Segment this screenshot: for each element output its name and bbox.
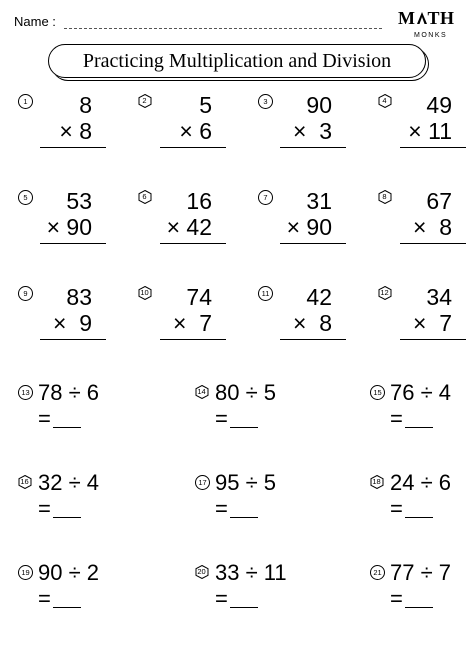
problem-number-text: 16 xyxy=(20,477,29,486)
multiplicand: 34 xyxy=(426,284,452,310)
answer-blank[interactable] xyxy=(405,607,433,608)
answer-blank[interactable] xyxy=(405,427,433,428)
division-problem xyxy=(370,380,474,440)
division-problem xyxy=(370,470,474,530)
answer-row xyxy=(390,406,433,432)
division-problem xyxy=(18,470,128,530)
division-expression: 80 ÷ 5 xyxy=(215,380,277,405)
division-problem xyxy=(18,560,128,620)
answer-blank[interactable] xyxy=(53,427,81,428)
multiplication-problem xyxy=(280,188,346,250)
division-problem xyxy=(195,380,305,440)
logo-subtitle: MONKS xyxy=(414,32,448,39)
problem-number xyxy=(18,286,33,301)
division-expression: 90 ÷ 2 xyxy=(38,560,100,585)
answer-blank[interactable] xyxy=(53,517,81,518)
answer-blank[interactable] xyxy=(230,517,258,518)
multiplication-problem xyxy=(400,92,466,154)
division-expression: 24 ÷ 6 xyxy=(390,470,452,495)
answer-line[interactable] xyxy=(280,243,346,244)
logo-triangle-icon xyxy=(416,11,428,25)
division-problem xyxy=(18,380,128,440)
answer-line[interactable] xyxy=(40,339,106,340)
multiplication-problem xyxy=(40,188,106,250)
logo-word: M TH xyxy=(398,8,455,28)
problem-number-text: 15 xyxy=(373,388,382,397)
answer-row xyxy=(215,496,258,522)
page-title: Practicing Multiplication and Division xyxy=(82,49,392,72)
math-monks-logo xyxy=(398,6,462,46)
answer-row xyxy=(38,406,81,432)
problem-number-text: 13 xyxy=(21,388,30,397)
division-expression: 77 ÷ 7 xyxy=(390,560,452,585)
multiplicand: 67 xyxy=(426,188,452,214)
multiplier: × 9 xyxy=(52,310,92,336)
multiplier: × 7 xyxy=(412,310,452,336)
title-banner xyxy=(48,44,426,78)
problem-number-text: 5 xyxy=(23,193,28,202)
division-problem xyxy=(370,560,474,620)
answer-blank[interactable] xyxy=(230,607,258,608)
division-expression: 76 ÷ 4 xyxy=(390,380,452,405)
problem-number-text: 4 xyxy=(382,96,387,105)
problem-number xyxy=(378,190,391,203)
multiplier: × 11 xyxy=(408,118,452,144)
problem-number-text: 17 xyxy=(198,478,207,487)
division-expression: 32 ÷ 4 xyxy=(38,470,100,495)
multiplier: × 8 xyxy=(412,214,452,240)
answer-line[interactable] xyxy=(280,339,346,340)
problem-number-text: 1 xyxy=(23,97,28,106)
multiplicand: 42 xyxy=(306,284,332,310)
answer-row xyxy=(215,406,258,432)
multiplication-problem xyxy=(400,188,466,250)
answer-line[interactable] xyxy=(160,339,226,340)
multiplicand: 8 xyxy=(79,92,92,118)
multiplier: × 3 xyxy=(292,118,332,144)
multiplier: × 8 xyxy=(292,310,332,336)
problem-number-text: 6 xyxy=(142,192,147,201)
multiplicand: 53 xyxy=(66,188,92,214)
multiplicand: 16 xyxy=(186,188,212,214)
equals-sign: = xyxy=(390,406,403,431)
division-expression: 33 ÷ 11 xyxy=(215,560,287,585)
problem-number-text: 3 xyxy=(263,97,268,106)
problem-number-text: 7 xyxy=(263,193,268,202)
equals-sign: = xyxy=(215,406,228,431)
problem-number xyxy=(18,190,33,205)
problem-number xyxy=(258,286,273,301)
multiplier: × 42 xyxy=(166,214,212,240)
equals-sign: = xyxy=(38,496,51,521)
answer-row xyxy=(390,586,433,612)
multiplicand: 74 xyxy=(186,284,212,310)
answer-line[interactable] xyxy=(400,147,466,148)
multiplier: × 90 xyxy=(46,214,92,240)
multiplication-problem xyxy=(160,188,226,250)
answer-row xyxy=(38,586,81,612)
name-input-line[interactable] xyxy=(64,28,382,29)
equals-sign: = xyxy=(38,406,51,431)
name-label: Name : xyxy=(14,14,56,29)
multiplier: × 8 xyxy=(59,118,92,144)
multiplicand: 31 xyxy=(306,188,332,214)
multiplication-problem xyxy=(160,92,226,154)
problem-number-text: 18 xyxy=(372,477,381,486)
multiplication-problem xyxy=(40,92,106,154)
problem-number-text: 10 xyxy=(140,288,149,297)
multiplicand: 83 xyxy=(66,284,92,310)
equals-sign: = xyxy=(390,496,403,521)
answer-blank[interactable] xyxy=(230,427,258,428)
problem-number-text: 8 xyxy=(382,192,387,201)
problem-number-text: 9 xyxy=(23,289,28,298)
division-problem xyxy=(195,560,305,620)
multiplicand: 5 xyxy=(199,92,212,118)
problem-number xyxy=(138,286,151,299)
division-expression: 95 ÷ 5 xyxy=(215,470,277,495)
answer-line[interactable] xyxy=(160,147,226,148)
answer-line[interactable] xyxy=(400,339,466,340)
equals-sign: = xyxy=(390,586,403,611)
multiplicand: 49 xyxy=(426,92,452,118)
problem-number-text: 20 xyxy=(197,567,206,576)
multiplication-problem xyxy=(400,284,466,346)
answer-line[interactable] xyxy=(40,243,106,244)
multiplier: × 7 xyxy=(172,310,212,336)
problem-number-text: 11 xyxy=(261,289,270,298)
problem-number-text: 14 xyxy=(197,387,206,396)
division-problem xyxy=(195,470,305,530)
problem-number-text: 2 xyxy=(142,96,147,105)
answer-blank[interactable] xyxy=(53,607,81,608)
answer-line[interactable] xyxy=(160,243,226,244)
equals-sign: = xyxy=(215,586,228,611)
answer-blank[interactable] xyxy=(405,517,433,518)
problem-number xyxy=(138,190,151,203)
answer-row xyxy=(215,586,258,612)
problem-number xyxy=(258,190,273,205)
division-expression: 78 ÷ 6 xyxy=(38,380,100,405)
problem-number xyxy=(18,94,33,109)
answer-row xyxy=(390,496,433,522)
equals-sign: = xyxy=(38,586,51,611)
answer-row xyxy=(38,496,81,522)
problem-number xyxy=(258,94,273,109)
multiplicand: 90 xyxy=(306,92,332,118)
answer-line[interactable] xyxy=(400,243,466,244)
multiplication-problem xyxy=(280,92,346,154)
multiplication-problem xyxy=(40,284,106,346)
problem-number-text: 21 xyxy=(373,568,382,577)
problem-number xyxy=(378,94,391,107)
answer-line[interactable] xyxy=(40,147,106,148)
multiplier: × 6 xyxy=(179,118,212,144)
multiplication-problem xyxy=(280,284,346,346)
problem-number-text: 19 xyxy=(21,568,30,577)
problem-number xyxy=(378,286,391,299)
problem-number-text: 12 xyxy=(380,288,389,297)
problem-number xyxy=(138,94,151,107)
multiplier: × 90 xyxy=(286,214,332,240)
multiplication-problem xyxy=(160,284,226,346)
equals-sign: = xyxy=(215,496,228,521)
answer-line[interactable] xyxy=(280,147,346,148)
